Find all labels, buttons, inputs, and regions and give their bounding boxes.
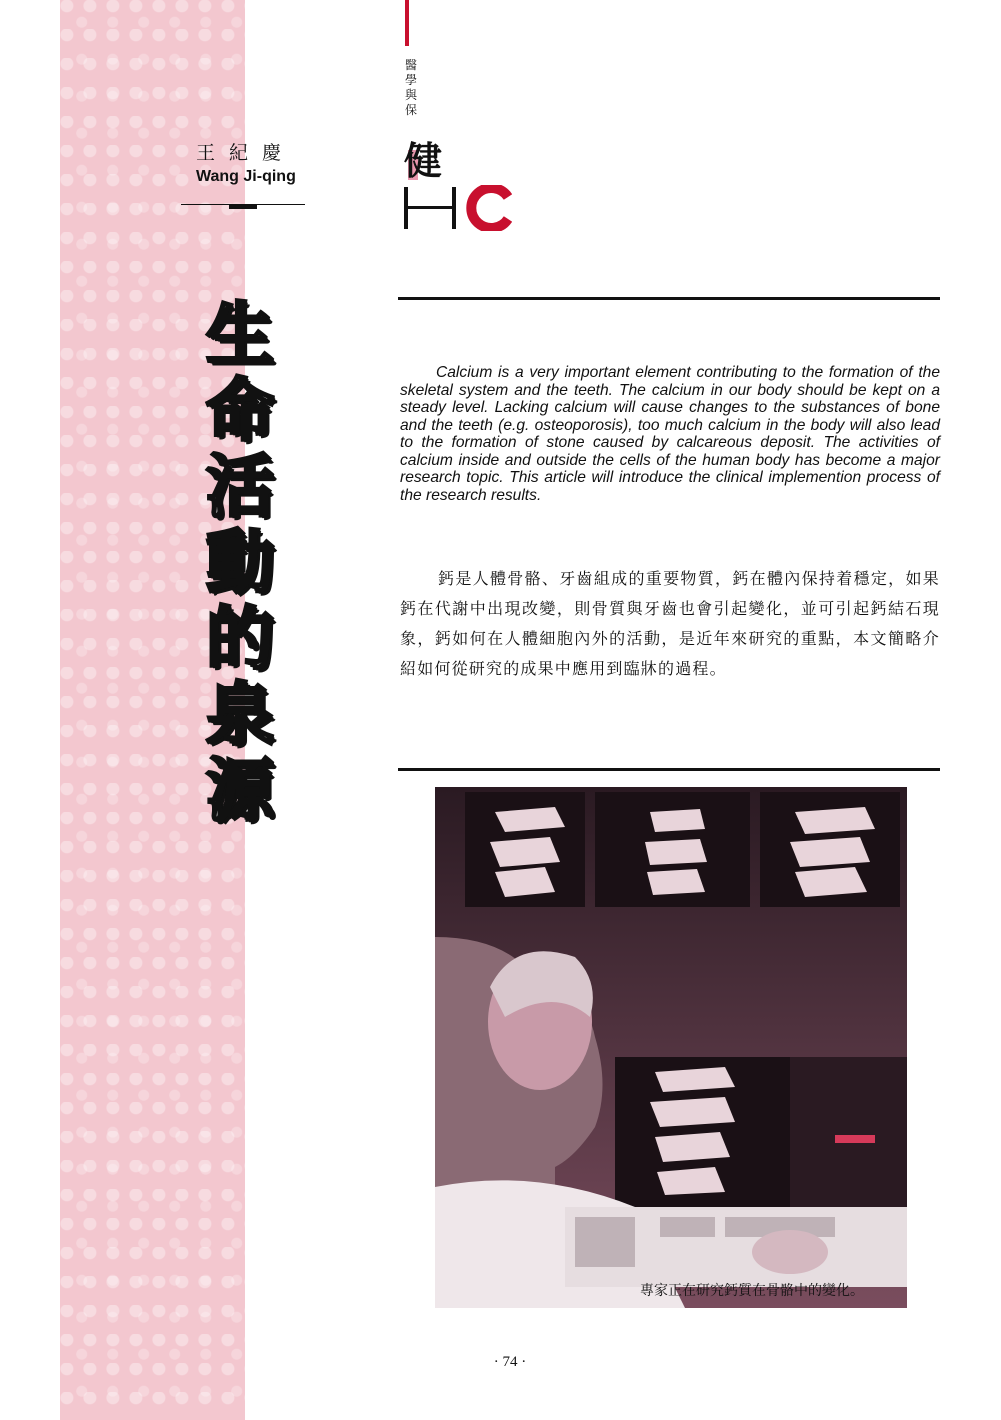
author-name-en: Wang Ji-qing (196, 168, 296, 185)
title-char: 的 (205, 600, 274, 679)
section-label (403, 58, 419, 118)
author-rule-mark (229, 205, 257, 209)
title-char: 動 (205, 524, 274, 603)
title-char: 命 (205, 372, 274, 451)
page-number: · 74 · (493, 1354, 527, 1370)
title-char: 泉 (205, 676, 274, 755)
title-char: 源 (205, 752, 274, 831)
section-label-char: 保 (404, 103, 417, 117)
photo-caption: 專家正在研究鈣質在骨骼中的變化。 (640, 1283, 864, 1299)
divider-middle (398, 768, 940, 771)
title-char: 生 (205, 296, 274, 375)
article-title (200, 298, 280, 830)
section-label-char: 學 (404, 73, 417, 87)
hc-logo-icon (404, 185, 512, 231)
abstract-english: Calcium is a very important element contributing to the formation of the skeletal system and the teeth. The calcium in our body should be kept on a steady level. Lacking calcium will cause changes to the substances of bone and the teeth (e.g. osteoporosis), too much calcium in the body will also lead to the formation of stone caused by calcareous deposit. The activities of calcium inside and outside the cells of the human body has become a major research topic. This article will introduce the clinical implemention process of the research results. (400, 364, 940, 504)
title-char: 活 (205, 448, 274, 527)
author-name-cn: 王紀慶 (196, 142, 296, 164)
section-label-char: 與 (404, 88, 417, 102)
article-photo (435, 787, 907, 1308)
section-accent-bar (405, 0, 409, 46)
abstract-chinese: 鈣是人體骨骼、牙齒組成的重要物質，鈣在體內保持着穩定，如果鈣在代謝中出現改變，則骨質與牙齒也會引起變化，並可引起鈣結石現象，鈣如何在人體細胞內外的活動，是近年來研究的重點，本文簡略介紹如何從研究的成果中應用到臨牀的過程。 (400, 569, 940, 678)
divider-top (398, 297, 940, 300)
section-big-char: 健 (404, 139, 443, 183)
photo-illustration (435, 787, 907, 1308)
section-label-char: 醫 (404, 58, 417, 72)
